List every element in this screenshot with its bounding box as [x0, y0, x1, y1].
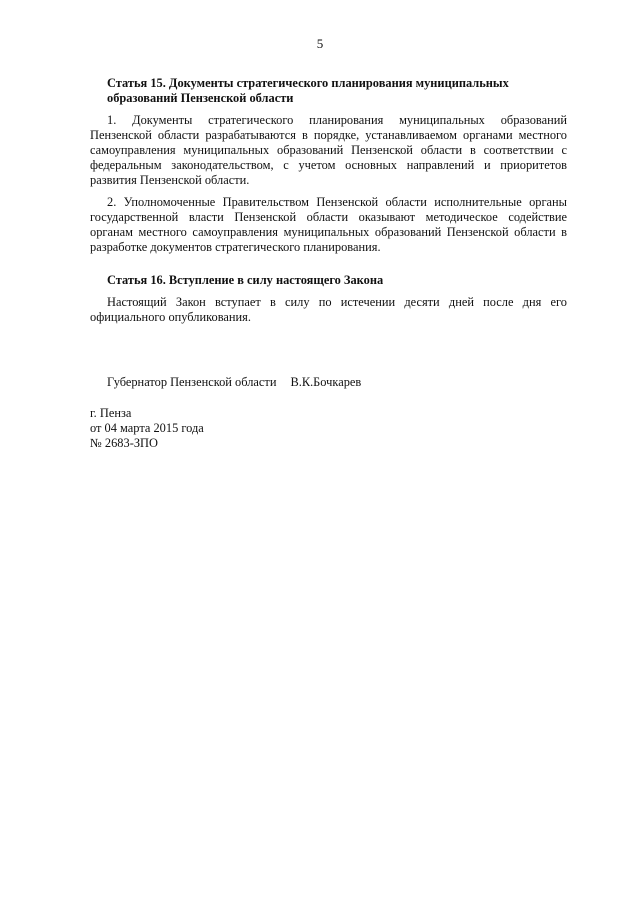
- article-16-paragraph: Настоящий Закон вступает в силу по истечении десяти дней после дня его официального опубликования.: [90, 295, 567, 324]
- document-footer: [90, 406, 567, 451]
- footer-number: № 2683-ЗПО: [90, 436, 158, 450]
- document-body: [90, 76, 567, 451]
- page-number: 5: [316, 36, 324, 51]
- article-15-title-line2: образований Пензенской области: [107, 91, 294, 105]
- article-15-paragraph-2: 2. Уполномоченные Правительством Пензенской области исполнительные органы государственной власти Пензенской области оказывают методическое содействие органам местного самоуправления муниципальных образований Пензенской области в разработке документов стратегического планирования.: [90, 195, 567, 254]
- article-15-body: [90, 113, 567, 255]
- signature-position: Губернатор Пензенской области: [107, 375, 277, 389]
- article-16-body: [90, 295, 567, 325]
- article-15-title-line1: Статья 15. Документы стратегического планирования муниципальных: [107, 76, 509, 90]
- footer-date: от 04 марта 2015 года: [90, 421, 204, 435]
- article-16-title: Статья 16. Вступление в силу настоящего Закона: [107, 273, 384, 287]
- signature-name: В.К.Бочкарев: [290, 375, 362, 389]
- signature-line: [107, 375, 567, 390]
- article-15-paragraph-1: 1. Документы стратегического планирования муниципальных образований Пензенской области разрабатываются в порядке, устанавливаемом органами местного самоуправления муниципальных образований Пензенской области в соответствии с федеральным законодательством, с учетом основных направлений и приоритетов развития Пензенской области.: [90, 113, 567, 187]
- footer-city: г. Пенза: [90, 406, 132, 420]
- article-15-title: [107, 76, 567, 106]
